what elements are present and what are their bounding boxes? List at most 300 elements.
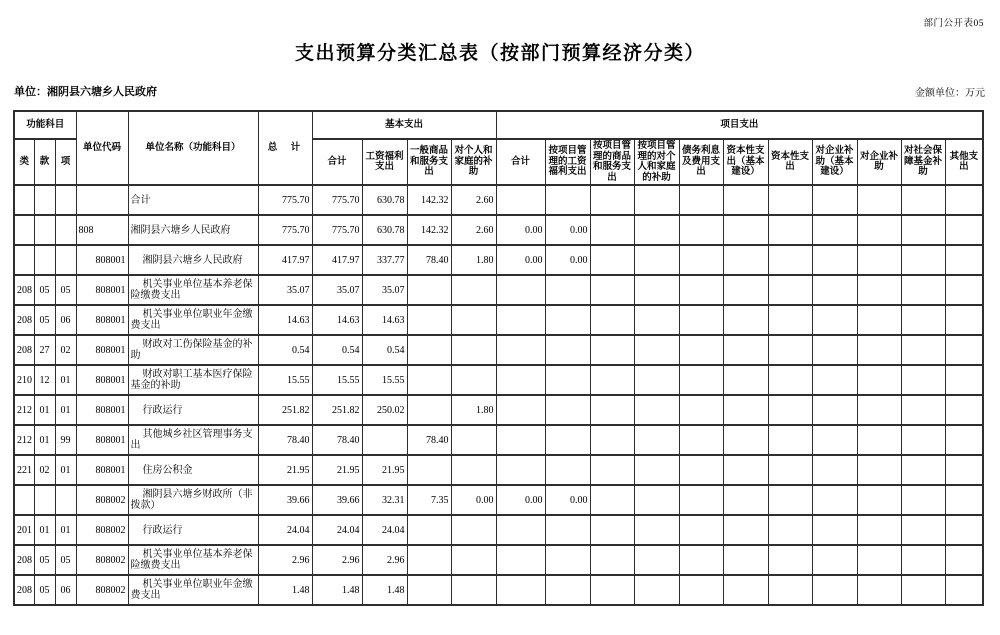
cell-basic-family: [451, 425, 496, 455]
cell-project-other: [945, 395, 983, 425]
cell-basic-total: 251.82: [312, 395, 362, 425]
cell-basic-total: 15.55: [312, 365, 362, 395]
cell-project-capital-const: [723, 455, 768, 485]
cell-project-goods: [590, 425, 634, 455]
cell-kuan: [34, 245, 55, 275]
header-project-capital: 资本性支出: [768, 139, 812, 185]
cell-basic-family: 2.60: [451, 215, 496, 245]
cell-project-enterprise: [857, 365, 901, 395]
cell-project-enterprise: [857, 545, 901, 575]
cell-project-capital: [768, 185, 812, 215]
header-project-enterprise: 对企业补助: [857, 139, 901, 185]
cell-unit-name: 机关事业单位职业年金缴费支出: [128, 575, 258, 605]
cell-project-social: [901, 365, 945, 395]
cell-unit-name: 财政对职工基本医疗保险基金的补助: [128, 365, 258, 395]
header-project-group: 项目支出: [496, 111, 983, 139]
cell-project-goods: [590, 185, 634, 215]
cell-project-capital-const: [723, 365, 768, 395]
cell-xiang: [55, 485, 76, 515]
cell-project-other: [945, 575, 983, 605]
cell-project-social: [901, 335, 945, 365]
cell-total: 775.70: [258, 215, 312, 245]
cell-unit-name: 机关事业单位职业年金缴费支出: [128, 305, 258, 335]
cell-basic-family: [451, 275, 496, 305]
table-row: [14, 485, 983, 515]
cell-project-enterprise: [857, 215, 901, 245]
cell-project-total: 0.00: [496, 485, 545, 515]
header-project-capital-const: 资本性支出（基本建设）: [723, 139, 768, 185]
cell-project-goods: [590, 575, 634, 605]
cell-basic-wage: 0.54: [362, 335, 407, 365]
cell-project-total: [496, 335, 545, 365]
cell-project-capital-const: [723, 215, 768, 245]
cell-project-goods: [590, 335, 634, 365]
table-row: [14, 575, 983, 605]
cell-project-wage: [545, 275, 590, 305]
cell-basic-family: [451, 335, 496, 365]
cell-project-enterprise-const: [812, 305, 857, 335]
cell-project-social: [901, 215, 945, 245]
cell-lei: [14, 215, 34, 245]
header-basic-wage: 工资福利支出: [362, 139, 407, 185]
cell-project-family: [634, 365, 679, 395]
cell-project-family: [634, 245, 679, 275]
cell-basic-goods: 142.32: [407, 215, 451, 245]
header-total: 总 计: [258, 111, 312, 185]
cell-unit-name: 湘阴县六塘乡人民政府: [128, 215, 258, 245]
cell-project-capital: [768, 245, 812, 275]
cell-project-enterprise: [857, 305, 901, 335]
cell-project-other: [945, 335, 983, 365]
cell-project-total: [496, 425, 545, 455]
cell-xiang: 05: [55, 275, 76, 305]
cell-xiang: 02: [55, 335, 76, 365]
cell-basic-family: [451, 545, 496, 575]
cell-basic-wage: [362, 425, 407, 455]
cell-project-goods: [590, 455, 634, 485]
cell-basic-family: 1.80: [451, 395, 496, 425]
cell-basic-family: [451, 575, 496, 605]
cell-xiang: 01: [55, 455, 76, 485]
cell-project-other: [945, 515, 983, 545]
cell-project-total: [496, 185, 545, 215]
cell-unit-name: 机关事业单位基本养老保险缴费支出: [128, 275, 258, 305]
header-func-group: 功能科目: [14, 111, 76, 139]
cell-project-family: [634, 515, 679, 545]
cell-project-family: [634, 275, 679, 305]
cell-project-goods: [590, 515, 634, 545]
header-unit-name: 单位名称（功能科目）: [128, 111, 258, 185]
cell-project-capital-const: [723, 425, 768, 455]
cell-project-other: [945, 425, 983, 455]
cell-xiang: 06: [55, 575, 76, 605]
cell-project-capital-const: [723, 185, 768, 215]
cell-xiang: 06: [55, 305, 76, 335]
cell-project-debt: [679, 395, 723, 425]
cell-project-debt: [679, 485, 723, 515]
cell-project-total: [496, 395, 545, 425]
cell-project-enterprise-const: [812, 395, 857, 425]
cell-basic-total: 21.95: [312, 455, 362, 485]
cell-xiang: 05: [55, 545, 76, 575]
cell-basic-goods: [407, 335, 451, 365]
cell-lei: [14, 185, 34, 215]
cell-project-other: [945, 365, 983, 395]
cell-basic-total: 417.97: [312, 245, 362, 275]
table-row: [14, 245, 983, 275]
cell-lei: 208: [14, 305, 34, 335]
cell-project-enterprise: [857, 335, 901, 365]
cell-project-enterprise-const: [812, 185, 857, 215]
cell-basic-goods: [407, 395, 451, 425]
cell-basic-family: [451, 455, 496, 485]
cell-kuan: 05: [34, 305, 55, 335]
cell-basic-wage: 630.78: [362, 185, 407, 215]
cell-basic-goods: 142.32: [407, 185, 451, 215]
cell-total: 775.70: [258, 185, 312, 215]
cell-xiang: [55, 245, 76, 275]
table-row: [14, 515, 983, 545]
cell-project-goods: [590, 245, 634, 275]
cell-project-family: [634, 545, 679, 575]
header-project-other: 其他支出: [945, 139, 983, 185]
cell-unit-code: 808002: [76, 515, 128, 545]
cell-project-wage: [545, 395, 590, 425]
cell-project-other: [945, 545, 983, 575]
cell-project-enterprise-const: [812, 485, 857, 515]
cell-project-wage: 0.00: [545, 485, 590, 515]
cell-project-goods: [590, 395, 634, 425]
cell-total: 24.04: [258, 515, 312, 545]
header-basic-goods: 一般商品和服务支出: [407, 139, 451, 185]
cell-project-goods: [590, 215, 634, 245]
cell-unit-name: 湘阴县六塘乡人民政府: [128, 245, 258, 275]
unit-label: 单位：湘阴县六塘乡人民政府: [14, 86, 157, 98]
header-basic-family: 对个人和家庭的补助: [451, 139, 496, 185]
cell-project-goods: [590, 275, 634, 305]
cell-project-enterprise-const: [812, 545, 857, 575]
cell-basic-total: 39.66: [312, 485, 362, 515]
cell-project-capital-const: [723, 395, 768, 425]
cell-project-wage: [545, 545, 590, 575]
cell-basic-total: 78.40: [312, 425, 362, 455]
cell-project-capital-const: [723, 275, 768, 305]
cell-unit-name: 行政运行: [128, 395, 258, 425]
cell-project-capital-const: [723, 485, 768, 515]
cell-project-debt: [679, 245, 723, 275]
cell-basic-family: [451, 515, 496, 545]
cell-project-enterprise-const: [812, 335, 857, 365]
table-row: [14, 275, 983, 305]
cell-unit-name: 住房公积金: [128, 455, 258, 485]
cell-project-capital: [768, 395, 812, 425]
header-project-total: 合计: [496, 139, 545, 185]
header-project-enterprise-const: 对企业补助（基本建设）: [812, 139, 857, 185]
page-title: 支出预算分类汇总表（按部门预算经济分类）: [294, 43, 705, 64]
cell-kuan: 12: [34, 365, 55, 395]
cell-total: 0.54: [258, 335, 312, 365]
table-row: [14, 215, 983, 245]
cell-project-social: [901, 425, 945, 455]
cell-total: 15.55: [258, 365, 312, 395]
cell-project-debt: [679, 455, 723, 485]
cell-project-social: [901, 545, 945, 575]
cell-project-other: [945, 215, 983, 245]
cell-xiang: 01: [55, 515, 76, 545]
cell-total: 21.95: [258, 455, 312, 485]
cell-project-capital: [768, 575, 812, 605]
cell-lei: [14, 485, 34, 515]
header-basic-group: 基本支出: [312, 111, 496, 139]
cell-basic-goods: [407, 515, 451, 545]
cell-project-capital: [768, 365, 812, 395]
cell-project-debt: [679, 215, 723, 245]
cell-project-wage: [545, 335, 590, 365]
cell-unit-code: 808001: [76, 365, 128, 395]
cell-project-enterprise: [857, 455, 901, 485]
cell-basic-family: 2.60: [451, 185, 496, 215]
cell-project-debt: [679, 335, 723, 365]
cell-project-other: [945, 455, 983, 485]
cell-lei: 208: [14, 275, 34, 305]
header-project-wage: 按项目管理的工资福利支出: [545, 139, 590, 185]
cell-unit-name: 其他城乡社区管理事务支出: [128, 425, 258, 455]
cell-project-family: [634, 305, 679, 335]
cell-project-debt: [679, 575, 723, 605]
cell-project-wage: [545, 575, 590, 605]
cell-unit-name: 合计: [128, 185, 258, 215]
cell-project-capital: [768, 485, 812, 515]
cell-total: 35.07: [258, 275, 312, 305]
cell-project-total: 0.00: [496, 245, 545, 275]
cell-lei: 212: [14, 425, 34, 455]
cell-kuan: 01: [34, 395, 55, 425]
cell-kuan: 02: [34, 455, 55, 485]
table-row: [14, 395, 983, 425]
cell-basic-wage: 15.55: [362, 365, 407, 395]
cell-project-total: [496, 305, 545, 335]
cell-total: 14.63: [258, 305, 312, 335]
cell-basic-total: 24.04: [312, 515, 362, 545]
cell-project-debt: [679, 545, 723, 575]
cell-kuan: 05: [34, 275, 55, 305]
doc-code-label: 部门公开表05: [923, 19, 984, 29]
cell-project-wage: [545, 305, 590, 335]
cell-unit-name: 行政运行: [128, 515, 258, 545]
cell-project-total: [496, 275, 545, 305]
cell-kuan: [34, 485, 55, 515]
header-group-row: [14, 111, 983, 139]
cell-basic-family: [451, 305, 496, 335]
cell-project-enterprise-const: [812, 575, 857, 605]
header-xiang: 项: [55, 139, 76, 185]
header-unit-code: 单位代码: [76, 111, 128, 185]
cell-basic-family: 1.80: [451, 245, 496, 275]
cell-project-capital: [768, 335, 812, 365]
cell-project-enterprise: [857, 575, 901, 605]
cell-project-capital-const: [723, 305, 768, 335]
cell-project-total: [496, 545, 545, 575]
header-kuan: 款: [34, 139, 55, 185]
cell-project-debt: [679, 365, 723, 395]
amount-unit-label: 金额单位：万元: [915, 88, 985, 99]
cell-unit-name: 机关事业单位基本养老保险缴费支出: [128, 545, 258, 575]
cell-project-total: 0.00: [496, 215, 545, 245]
cell-basic-wage: 35.07: [362, 275, 407, 305]
cell-basic-goods: [407, 455, 451, 485]
cell-project-enterprise-const: [812, 425, 857, 455]
cell-project-debt: [679, 305, 723, 335]
cell-basic-wage: 32.31: [362, 485, 407, 515]
cell-project-goods: [590, 485, 634, 515]
cell-project-family: [634, 425, 679, 455]
cell-basic-wage: 630.78: [362, 215, 407, 245]
cell-project-social: [901, 515, 945, 545]
cell-unit-code: 808001: [76, 335, 128, 365]
cell-total: 78.40: [258, 425, 312, 455]
table-row: [14, 425, 983, 455]
cell-basic-total: 14.63: [312, 305, 362, 335]
cell-project-family: [634, 485, 679, 515]
cell-basic-total: 2.96: [312, 545, 362, 575]
cell-project-social: [901, 245, 945, 275]
cell-kuan: 01: [34, 515, 55, 545]
cell-project-capital: [768, 305, 812, 335]
cell-basic-total: 1.48: [312, 575, 362, 605]
cell-project-enterprise-const: [812, 275, 857, 305]
cell-project-enterprise-const: [812, 455, 857, 485]
cell-project-wage: 0.00: [545, 245, 590, 275]
cell-basic-total: 775.70: [312, 215, 362, 245]
cell-basic-goods: [407, 545, 451, 575]
cell-project-social: [901, 455, 945, 485]
cell-lei: 221: [14, 455, 34, 485]
cell-project-family: [634, 215, 679, 245]
cell-project-social: [901, 305, 945, 335]
cell-unit-code: 808001: [76, 275, 128, 305]
cell-project-wage: [545, 185, 590, 215]
cell-project-wage: [545, 365, 590, 395]
table-row: [14, 545, 983, 575]
cell-unit-code: 808001: [76, 455, 128, 485]
cell-project-wage: 0.00: [545, 215, 590, 245]
cell-xiang: [55, 185, 76, 215]
cell-unit-code: 808002: [76, 485, 128, 515]
cell-project-capital-const: [723, 515, 768, 545]
cell-project-enterprise-const: [812, 515, 857, 545]
table-row: [14, 335, 983, 365]
cell-basic-goods: [407, 575, 451, 605]
cell-project-capital: [768, 545, 812, 575]
cell-lei: [14, 245, 34, 275]
cell-basic-goods: 78.40: [407, 425, 451, 455]
cell-project-other: [945, 275, 983, 305]
header-project-debt: 债务利息及费用支出: [679, 139, 723, 185]
cell-unit-code: [76, 185, 128, 215]
cell-project-enterprise-const: [812, 245, 857, 275]
cell-project-other: [945, 485, 983, 515]
cell-kuan: 27: [34, 335, 55, 365]
budget-table: [13, 110, 984, 606]
cell-project-other: [945, 185, 983, 215]
cell-project-debt: [679, 515, 723, 545]
table-row: [14, 185, 983, 215]
cell-kuan: 05: [34, 545, 55, 575]
cell-project-capital-const: [723, 335, 768, 365]
cell-project-capital: [768, 215, 812, 245]
cell-project-debt: [679, 275, 723, 305]
cell-project-social: [901, 395, 945, 425]
cell-project-social: [901, 575, 945, 605]
cell-kuan: [34, 215, 55, 245]
cell-project-debt: [679, 425, 723, 455]
cell-project-enterprise: [857, 425, 901, 455]
cell-project-capital-const: [723, 545, 768, 575]
cell-basic-wage: 337.77: [362, 245, 407, 275]
cell-project-family: [634, 395, 679, 425]
cell-project-total: [496, 365, 545, 395]
cell-project-capital: [768, 515, 812, 545]
cell-basic-wage: 24.04: [362, 515, 407, 545]
cell-basic-family: 0.00: [451, 485, 496, 515]
cell-project-total: [496, 515, 545, 545]
cell-unit-code: 808: [76, 215, 128, 245]
cell-basic-wage: 250.02: [362, 395, 407, 425]
cell-basic-wage: 1.48: [362, 575, 407, 605]
cell-total: 39.66: [258, 485, 312, 515]
cell-project-other: [945, 245, 983, 275]
cell-project-goods: [590, 365, 634, 395]
cell-lei: 210: [14, 365, 34, 395]
cell-project-capital-const: [723, 575, 768, 605]
cell-project-family: [634, 185, 679, 215]
cell-total: 251.82: [258, 395, 312, 425]
cell-project-goods: [590, 545, 634, 575]
cell-project-other: [945, 305, 983, 335]
cell-basic-goods: [407, 305, 451, 335]
cell-project-social: [901, 485, 945, 515]
cell-project-enterprise-const: [812, 215, 857, 245]
table-row: [14, 365, 983, 395]
cell-project-total: [496, 575, 545, 605]
cell-project-wage: [545, 455, 590, 485]
cell-project-capital-const: [723, 245, 768, 275]
cell-unit-code: 808001: [76, 425, 128, 455]
header-project-goods: 按项目管理的商品和服务支出: [590, 139, 634, 185]
table-row: [14, 305, 983, 335]
cell-unit-code: 808001: [76, 305, 128, 335]
cell-basic-goods: [407, 365, 451, 395]
cell-total: 2.96: [258, 545, 312, 575]
table-row: [14, 455, 983, 485]
cell-project-goods: [590, 305, 634, 335]
cell-basic-total: 775.70: [312, 185, 362, 215]
cell-unit-name: 湘阴县六塘乡财政所（非拨款）: [128, 485, 258, 515]
cell-basic-wage: 21.95: [362, 455, 407, 485]
cell-project-family: [634, 335, 679, 365]
cell-project-social: [901, 185, 945, 215]
cell-project-capital: [768, 455, 812, 485]
cell-project-wage: [545, 425, 590, 455]
cell-basic-total: 35.07: [312, 275, 362, 305]
cell-basic-family: [451, 365, 496, 395]
cell-kuan: [34, 185, 55, 215]
cell-project-total: [496, 455, 545, 485]
cell-lei: 208: [14, 335, 34, 365]
header-project-social: 对社会保障基金补助: [901, 139, 945, 185]
cell-basic-wage: 14.63: [362, 305, 407, 335]
header-lei: 类: [14, 139, 34, 185]
